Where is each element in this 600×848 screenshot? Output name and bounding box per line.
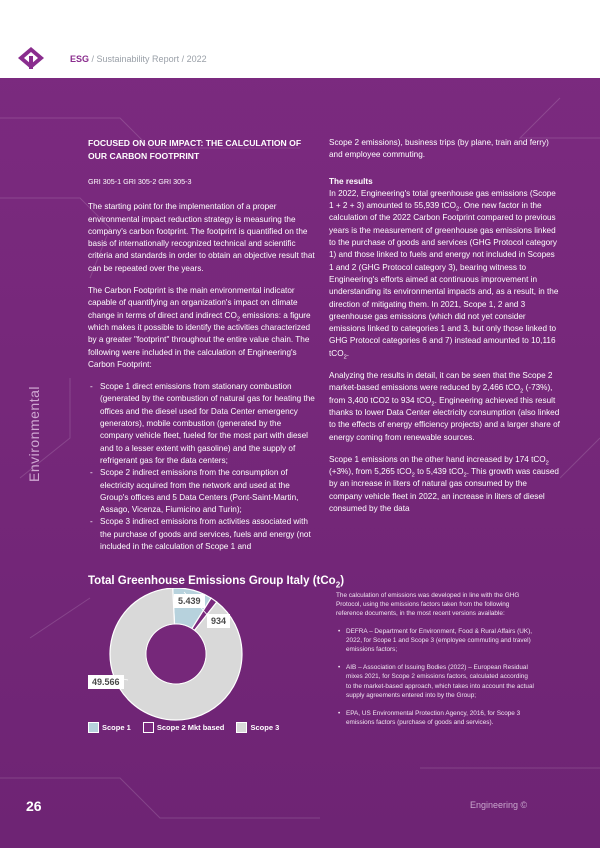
notes-list xyxy=(336,627,534,728)
r1-text-c: . xyxy=(346,348,350,358)
r3-text-b: (+3%), from 5,265 tCO xyxy=(329,467,412,477)
co2-subscript: 2 xyxy=(343,354,347,361)
legend-item-scope3 xyxy=(236,722,279,733)
page-number: 26 xyxy=(26,798,42,814)
cf-text-a: The Carbon Footprint is the main environmental indicator capable of quantifying an organization's impact on climate change in terms of direct and indirect CO xyxy=(88,286,298,320)
r2-text-a: Analyzing the results in detail, it can be seen that the Scope 2 market-based emissions were reduced by 2,466 tCO xyxy=(329,371,553,393)
legend-item-scope2 xyxy=(143,722,225,733)
legend-label: Scope 2 Mkt based xyxy=(156,723,225,732)
legend-label: Scope 1 xyxy=(102,723,131,732)
r1-text-b: . One new factor in the calculation of the 2022 Carbon Footprint compared to previous years is the measurement of greenhouse gas emissions linked to the purchase of goods and services (GHG Protocol category 1) and those linked to fuels and energy not included in Scopes 1 and 2 (GHG Protocol category 3), bearing witness to Engineering's efforts aimed at continuous improvement in understanding its environmental impacts and, as a result, in the direction of mitigating them. In 2021, Scope 1, 2 and 3 greenhouse gas emissions (which did not yet consider emissions linked to categories 1 and 3, but only those linked to GHG Protocol categories 6 and 7) instead amounted to 10,116 tCO xyxy=(329,201,559,358)
co2-subscript: 2 xyxy=(431,401,435,408)
co2-subscript: 2 xyxy=(545,460,549,467)
r3-text-d: . This growth was caused by an increase in liters of natural gas consumed by the company vehicle fleet in 2022, an increase in liters of diesel consumed by the data xyxy=(329,467,559,514)
chart-title-text: Total Greenhouse Emissions Group Italy (tCo xyxy=(88,575,336,587)
legend-swatch xyxy=(88,722,99,733)
data-label-scope2: 934 xyxy=(207,614,230,628)
page-header xyxy=(0,0,600,78)
notes-item: • EPA, US Environmental Protection Agency, 2016, for Scope 3 emissions factors (purchase of goods and services). xyxy=(336,709,534,727)
legend-item-scope1 xyxy=(88,722,131,733)
notes-item: • DEFRA – Department for Environment, Food & Rural Affairs (UK), 2022, for Scope 1 and Scope 3 (employee commuting and travel) emissions factors; xyxy=(336,627,534,655)
co2-subscript: 2 xyxy=(520,388,524,395)
scope-list-item: - Scope 1 direct emissions from stationary combustion (generated by the combustion of natural gas for heating the offices and the diesel used for Data Center emergency generators), mobile combustion (generated by the company vehicle fleet, fueled for the most part with diesel and to a lesser extent with gasoline) and the supply of refrigerant gas for the data centers; xyxy=(88,381,316,467)
side-section-label: Environmental xyxy=(26,386,42,482)
co2-subscript: 2 xyxy=(411,472,415,479)
r3-text-c: to 5,439 tCO xyxy=(414,467,464,477)
scope-list-item: - Scope 3 indirect emissions from activities associated with the purchase of goods and services, fuels and energy (not included in the calculation of Scope 1 and xyxy=(88,516,316,553)
legend-label: Scope 3 xyxy=(250,723,280,732)
chart-legend xyxy=(88,722,289,735)
data-label-scope1: 5.439 xyxy=(174,594,205,608)
engineering-logo-icon xyxy=(18,47,44,69)
chart-title-end: ) xyxy=(340,575,345,587)
legend-swatch xyxy=(236,722,247,733)
header-report-title: / Sustainability Report / 2022 xyxy=(91,54,207,64)
r2-text-b: (-73%), from 3,400 tCO2 to 934 tCO xyxy=(329,383,553,405)
notes-intro: The calculation of emissions was developed in line with the GHG Protocol, using the emissions factors taken from the following reference documents, in the most recent versions available: xyxy=(336,592,520,618)
chart-title xyxy=(88,575,345,590)
co2-subscript: 2 xyxy=(456,206,460,213)
legend-swatch xyxy=(143,722,154,733)
cf-text-b: emissions: a figure which makes it possible to identify the activities characterized by a greater "footprint" throughout the entire value chain. The following were included in the calculation of Engineering's Carbon Footprint: xyxy=(88,310,311,369)
right-column xyxy=(329,137,561,525)
section-heading: FOCUSED ON OUR IMPACT: THE CALCULATION OF OUR CARBON FOOTPRINT xyxy=(88,138,302,161)
notes-item: • AIB – Association of Issuing Bodies (2022) – European Residual mixes 2021, for Scope 2 emissions factors, calculated according to the market-based approach, which takes into account the actual supply agreements entered into by the Group; xyxy=(336,663,534,700)
methodology-notes xyxy=(336,591,534,736)
r3-text-a: Scope 1 emissions on the other hand increased by 174 tCO xyxy=(329,454,546,464)
footer-brand: Engineering © xyxy=(470,800,528,810)
results-heading: The results xyxy=(329,176,373,186)
scope-list-item: - Scope 2 indirect emissions from the consumption of electricity acquired from the network and used at the Group's offices and 5 Data Centers (Pont-Saint-Martin, Assago, Vicenza, Fiumicino and Turin); xyxy=(88,467,316,516)
intro-paragraph: The starting point for the implementation of a proper environmental impact reduction strategy is measuring the company's carbon footprint. The footprint is quantified on the basis of internationally recognized technical and scientific criteria and standards in order to obtain an objective result that can be repeated over the years. xyxy=(88,202,315,273)
scope-list xyxy=(88,381,316,553)
r2-text-c: . Engineering achieved this result thanks to lower Data Center electricity consumption (also linked to the effects of energy efficiency projects) and a larger share of energy coming from renewable sources. xyxy=(329,395,560,442)
scope2-analysis-paragraph xyxy=(329,370,561,444)
data-label-scope3: 49.566 xyxy=(88,675,124,689)
scope1-analysis-paragraph xyxy=(329,454,561,515)
r1-text-a: In 2022, Engineering's total greenhouse gas emissions (Scope 1 + 2 + 3) amounted to 55,939 tCO xyxy=(329,188,556,211)
co2-subscript: 2 xyxy=(335,580,341,590)
gri-references: GRI 305-1 GRI 305-2 GRI 305-3 xyxy=(88,177,192,186)
co2-subscript: 2 xyxy=(463,472,467,479)
header-section: ESG xyxy=(70,54,90,64)
donut-hole xyxy=(147,625,206,684)
continuation-paragraph: Scope 2 emissions), business trips (by plane, train and ferry) and employee commuting. xyxy=(329,138,549,160)
left-column xyxy=(88,137,316,553)
carbon-footprint-paragraph xyxy=(88,285,316,371)
results-paragraph xyxy=(329,188,561,360)
co2-subscript: 2 xyxy=(236,316,241,323)
header-title xyxy=(70,54,207,64)
